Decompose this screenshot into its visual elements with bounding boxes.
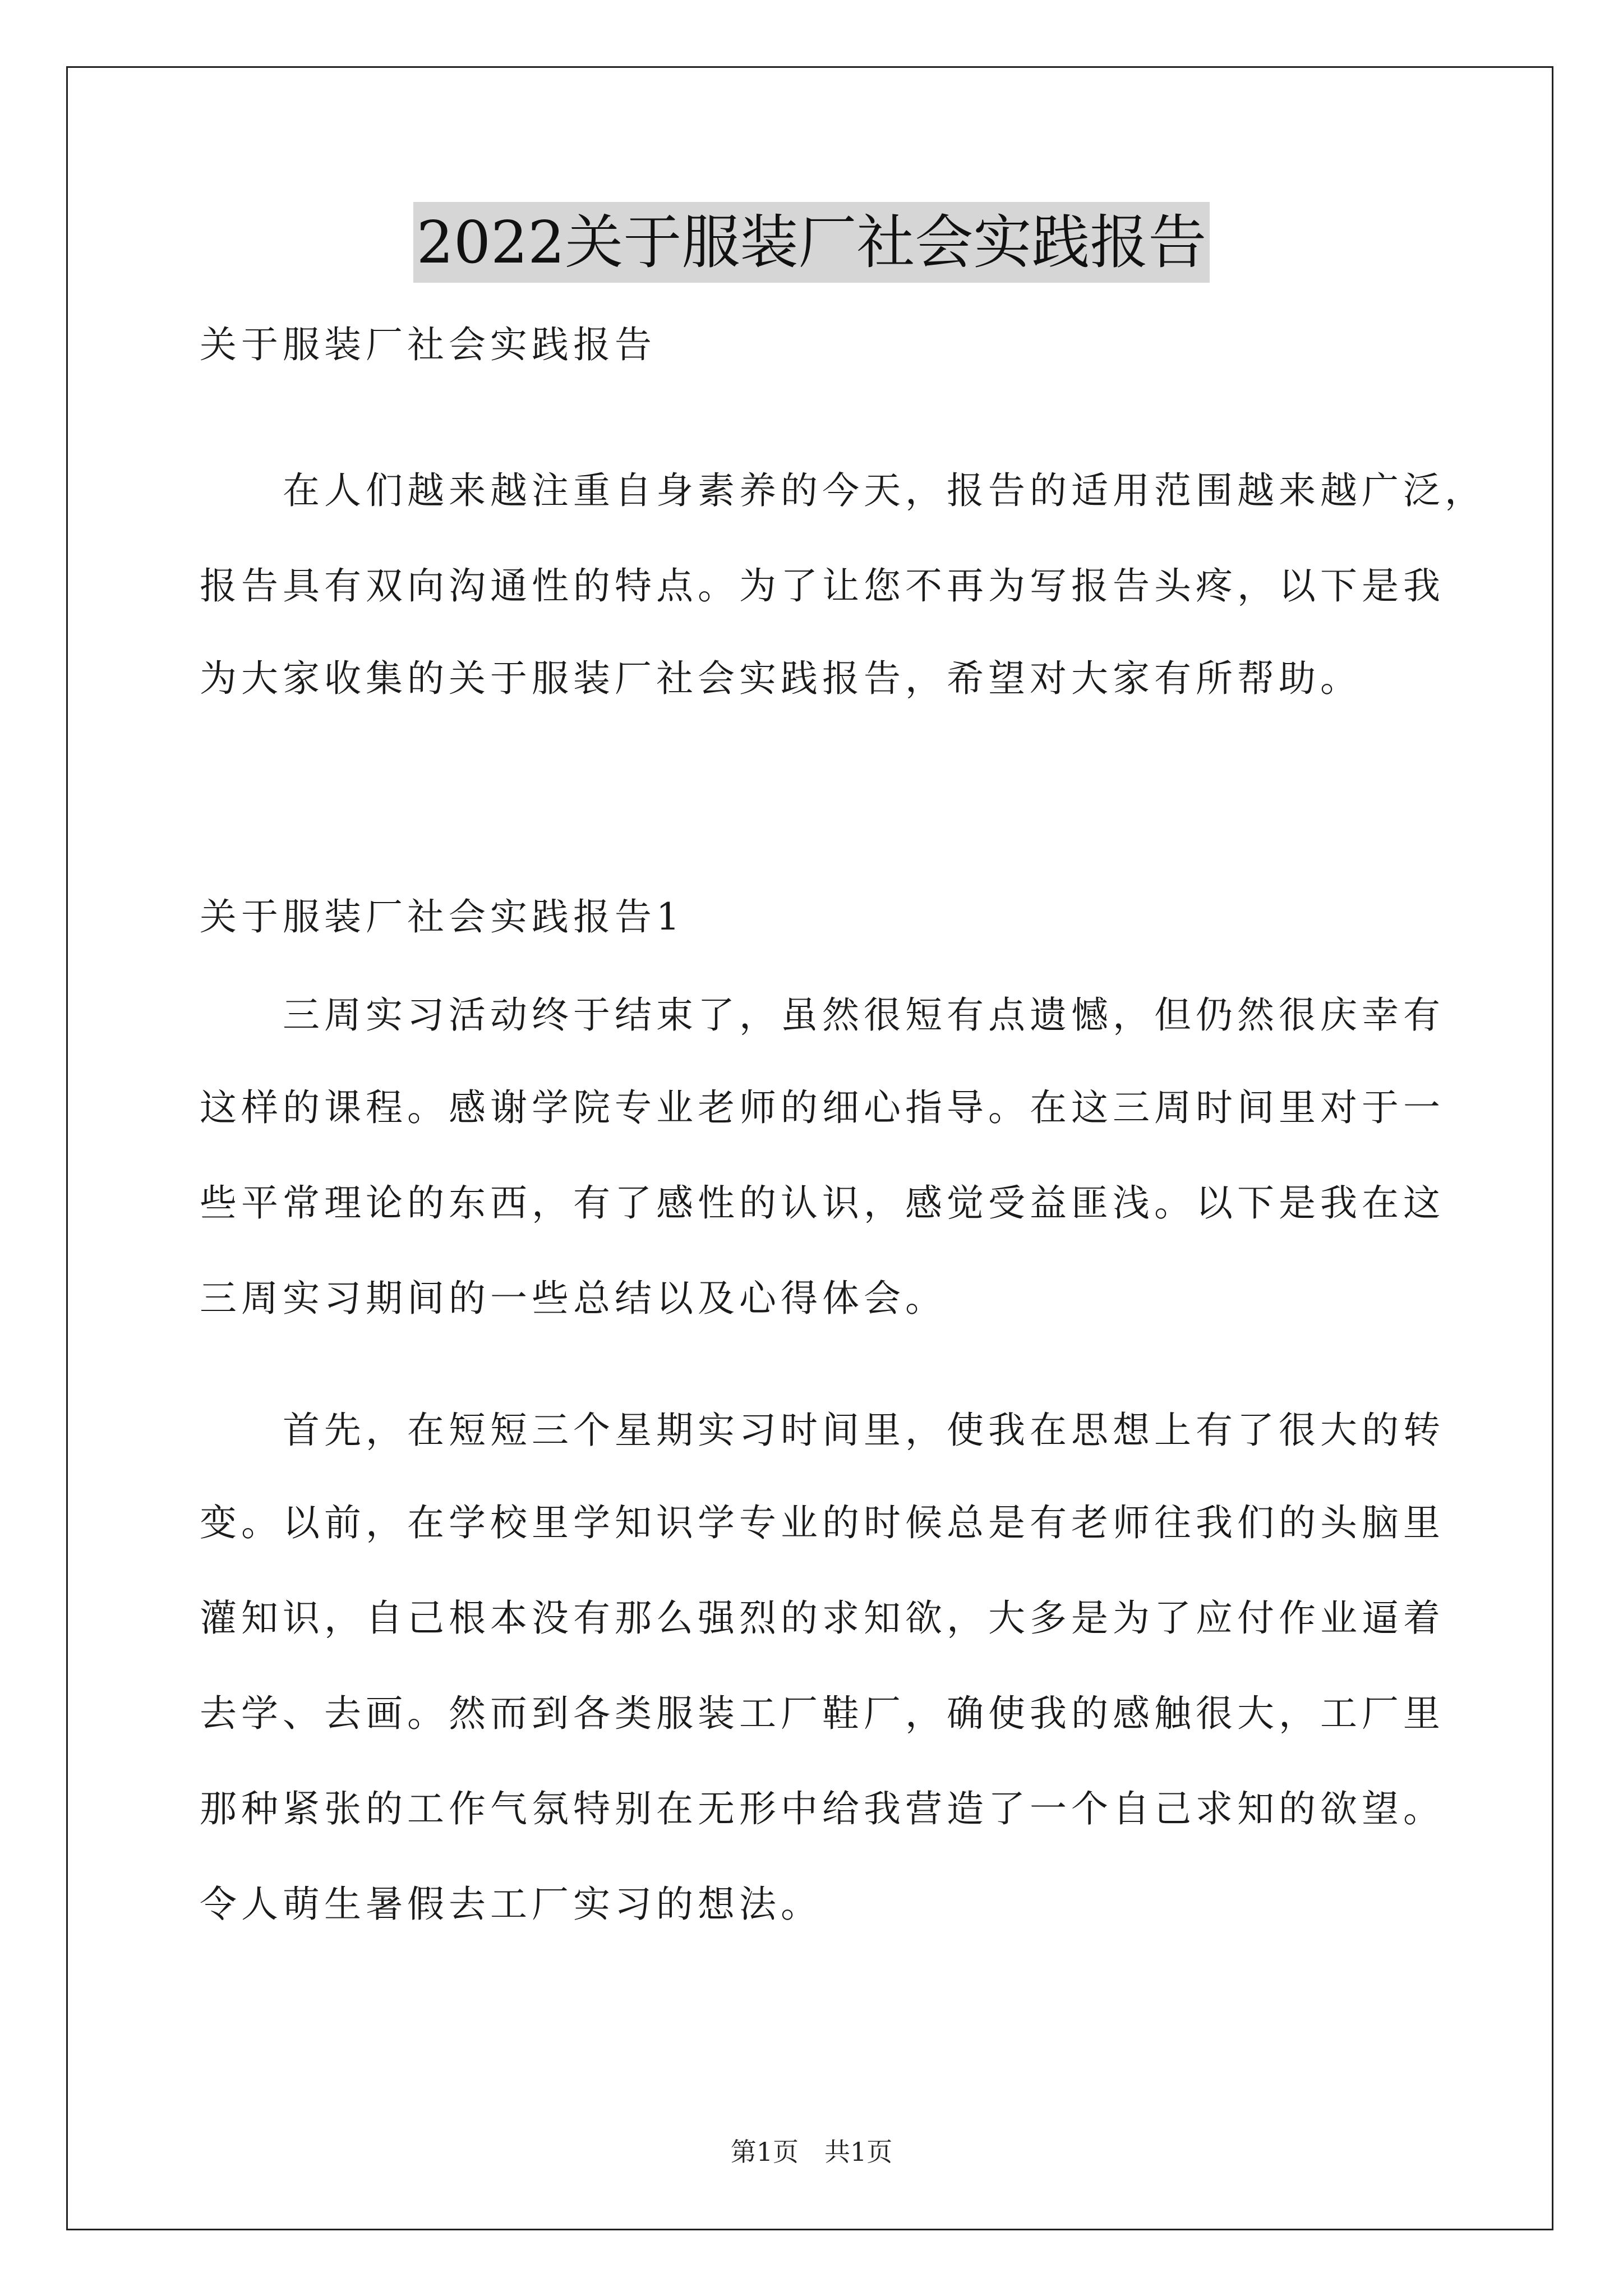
title-container bbox=[0, 202, 1623, 283]
para2-line-3: 灌知识，自己根本没有那么强烈的求知欲，大多是为了应付作业逼着 bbox=[200, 1596, 1445, 1640]
intro-line-1: 在人们越来越注重自身素养的今天，报告的适用范围越来越广泛， bbox=[200, 469, 1486, 512]
para2-line-5: 那种紧张的工作气氛特别在无形中给我营造了一个自己求知的欲望。 bbox=[200, 1787, 1445, 1830]
para1-line-1: 三周实习活动终于结束了，虽然很短有点遗憾，但仍然很庆幸有 bbox=[200, 993, 1445, 1037]
intro-line-3: 为大家收集的关于服装厂社会实践报告，希望对大家有所帮助。 bbox=[200, 657, 1362, 700]
para2-line-2: 变。以前，在学校里学知识学专业的时候总是有老师往我们的头脑里 bbox=[200, 1501, 1445, 1544]
subtitle: 关于服装厂社会实践报告 bbox=[200, 323, 656, 366]
para2-line-6: 令人萌生暑假去工厂实习的想法。 bbox=[200, 1883, 822, 1926]
document-title: 2022关于服装厂社会实践报告 bbox=[413, 202, 1210, 283]
page-footer: 第1页 共1页 bbox=[730, 2137, 893, 2167]
para1-line-3: 些平常理论的东西，有了感性的认识，感觉受益匪浅。以下是我在这 bbox=[200, 1181, 1445, 1225]
para1-line-4: 三周实习期间的一些总结以及心得体会。 bbox=[200, 1277, 947, 1320]
para2-line-4: 去学、去画。然而到各类服装工厂鞋厂，确使我的感触很大，工厂里 bbox=[200, 1692, 1445, 1735]
para1-line-2: 这样的课程。感谢学院专业老师的细心指导。在这三周时间里对于一 bbox=[200, 1086, 1445, 1129]
section-heading: 关于服装厂社会实践报告1 bbox=[200, 895, 684, 938]
intro-line-2: 报告具有双向沟通性的特点。为了让您不再为写报告头疼，以下是我 bbox=[200, 564, 1445, 608]
para2-line-1: 首先，在短短三个星期实习时间里，使我在思想上有了很大的转 bbox=[200, 1409, 1445, 1452]
